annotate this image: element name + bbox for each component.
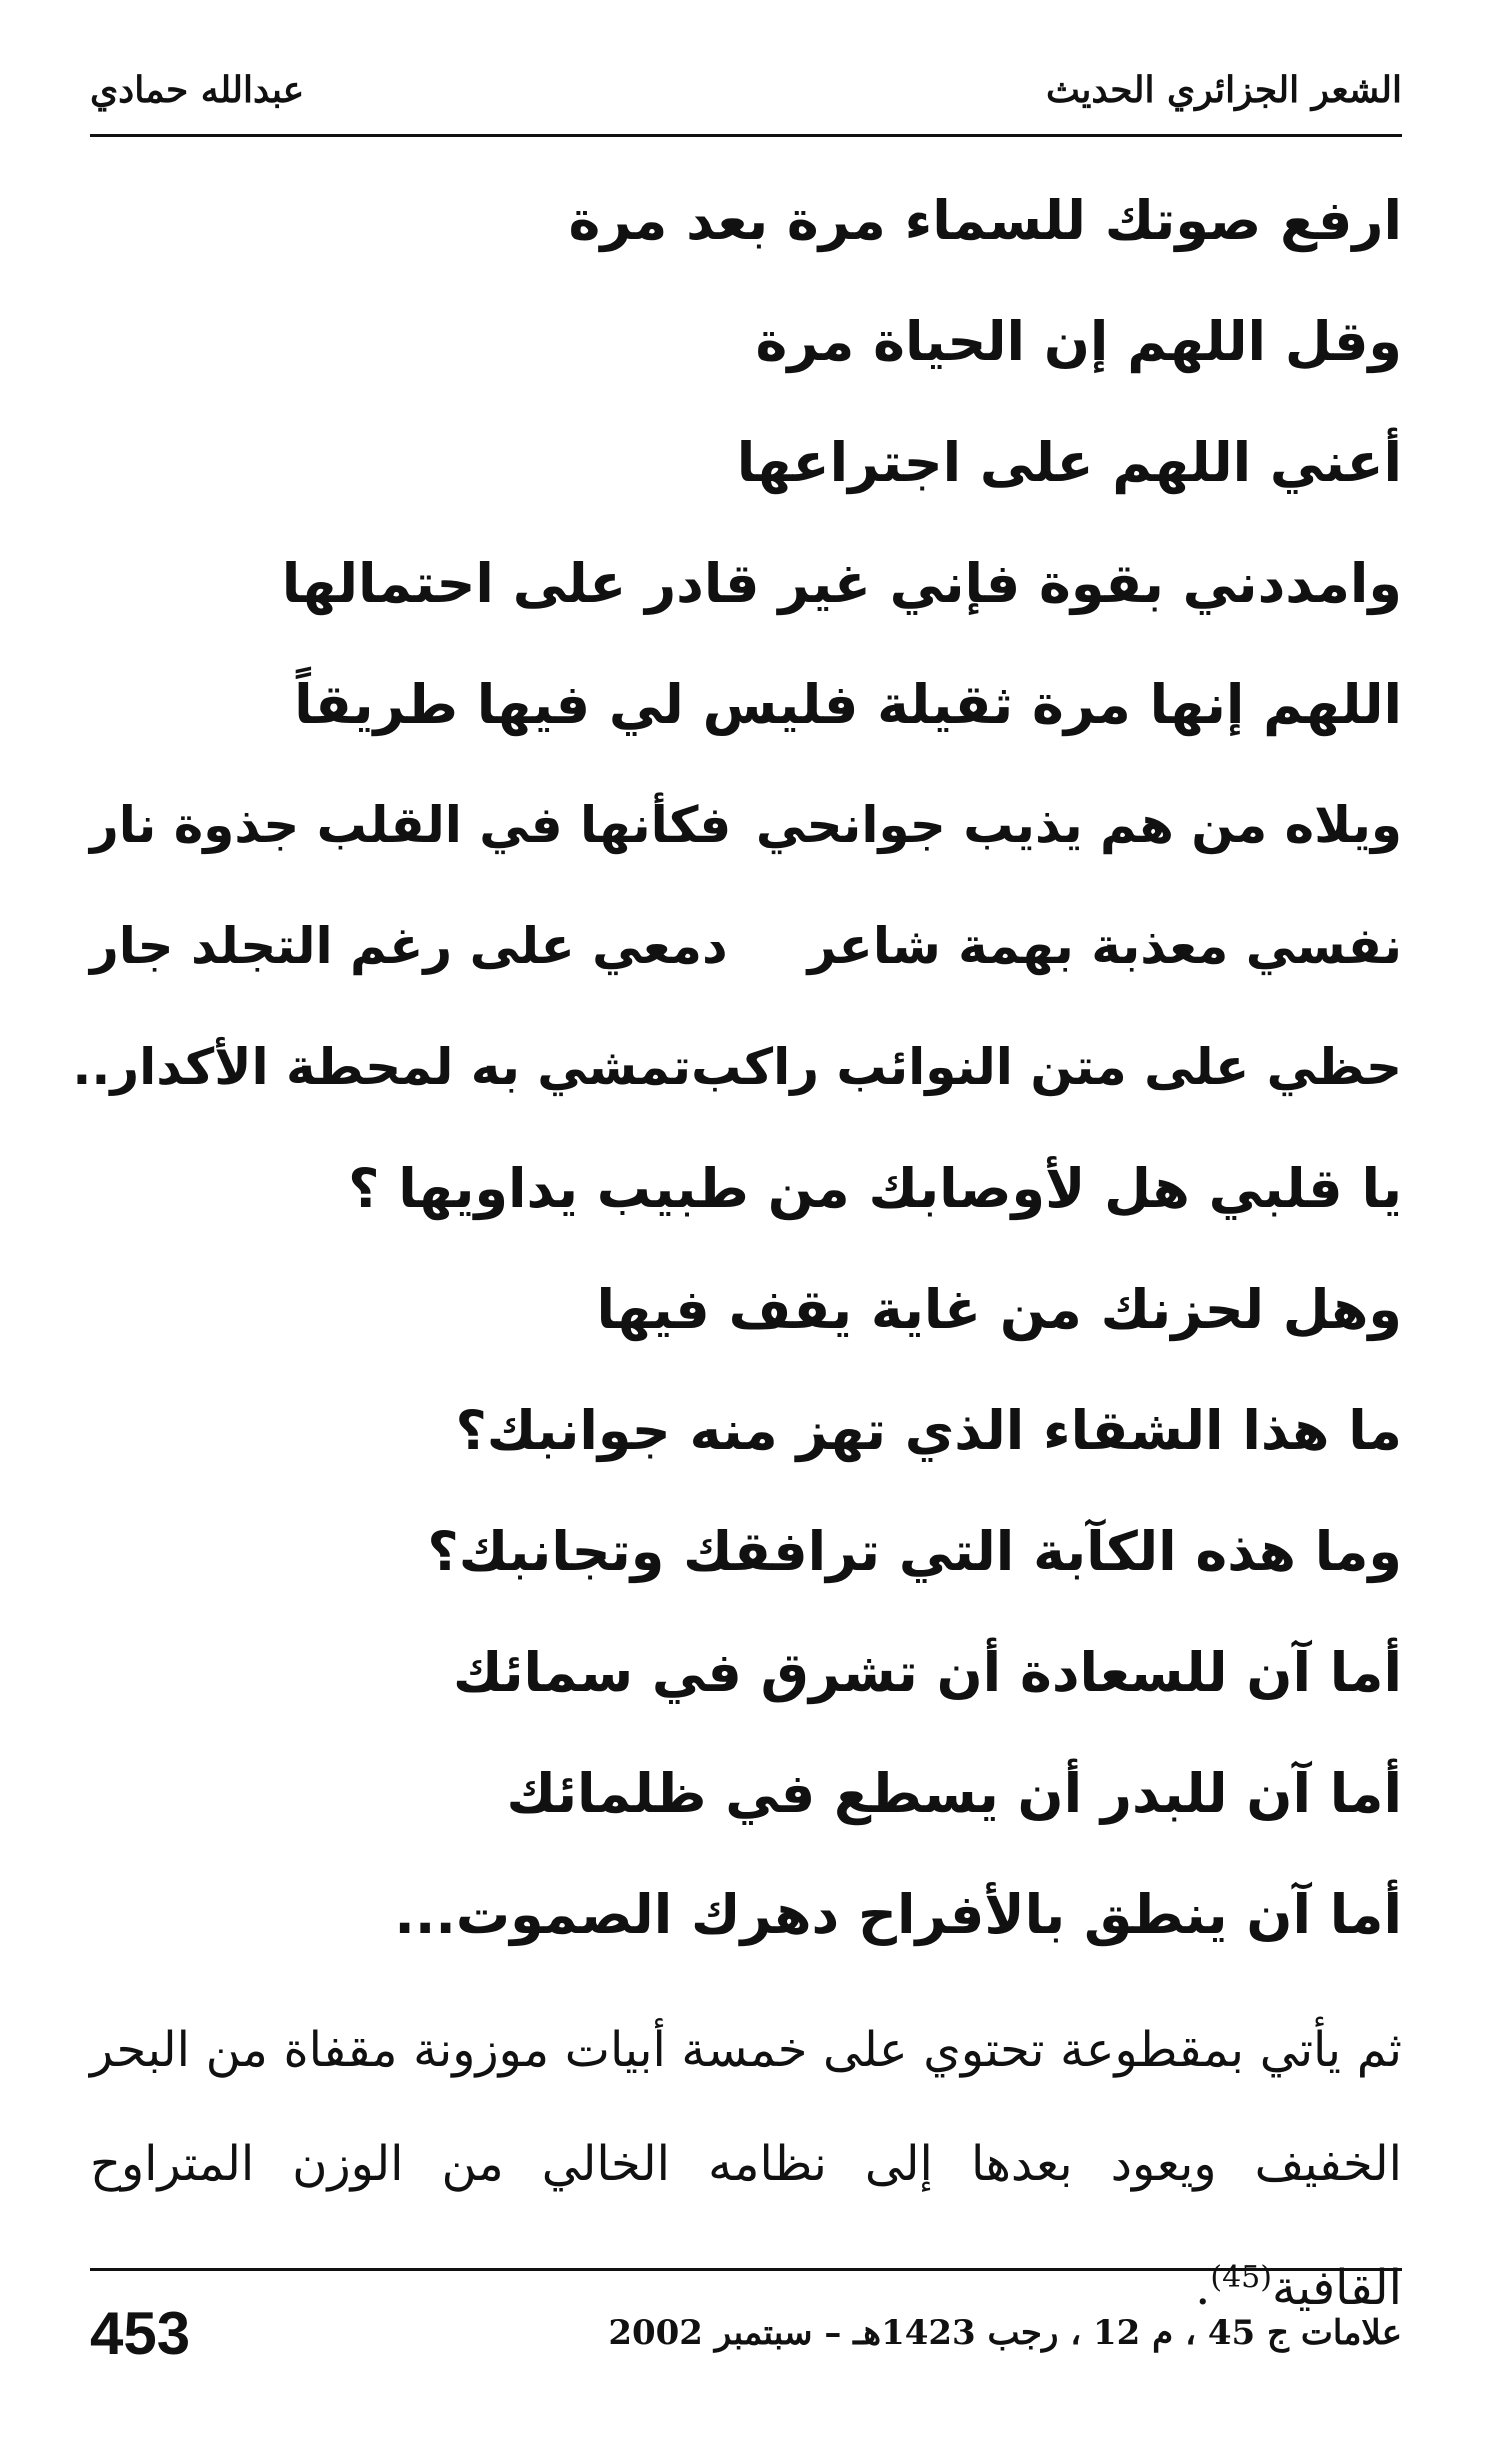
- header-rule: [90, 134, 1402, 137]
- author-name: عبدالله حمادي: [90, 69, 305, 111]
- poem-line: وامددني بقوة فإني غير قادر على احتمالها: [281, 552, 1402, 615]
- verse-second-hemistich: دمعي على رغم التجلد جار: [90, 917, 728, 975]
- verse-second-hemistich: فكأنها في القلب جذوة نار: [90, 796, 732, 854]
- verse-couplet: [72, 1007, 1402, 1128]
- poem-line: أما آن للسعادة أن تشرق في سمائك: [452, 1641, 1402, 1704]
- poem-line: ارفع صوتك للسماء مرة بعد مرة: [568, 189, 1402, 252]
- poem-line: يا قلبي هل لأوصابك من طبيب يداويها ؟: [348, 1157, 1402, 1220]
- poem-line: ما هذا الشقاء الذي تهز منه جوانبك؟: [455, 1399, 1402, 1462]
- poem-line: وقل اللهم إن الحياة مرة: [755, 310, 1402, 373]
- verse-first-hemistich: ويلاه من هم يذيب جوانحي: [755, 796, 1402, 854]
- poem-line: أما آن ينطق بالأفراح دهرك الصموت...: [394, 1883, 1402, 1946]
- poem-line: وما هذه الكآبة التي ترافقك وتجانبك؟: [427, 1520, 1402, 1583]
- footnote-reference[interactable]: (45): [1210, 2260, 1272, 2295]
- page-body: [72, 160, 1403, 2393]
- prose-text: ثم يأتي بمقطوعة تحتوي على خمسة أبيات موزونة مقفاة من البحر الخفيف ويعود بعدها إلى نظامه الخالي من الوزن المتراوح القافية: [90, 2022, 1403, 2316]
- prose-end: .: [1195, 2260, 1211, 2316]
- verse-couplet: [90, 886, 1402, 1007]
- running-header: [90, 60, 1402, 120]
- verse-first-hemistich: نفسي معذبة بهمة شاعر: [807, 917, 1402, 975]
- page-number: 453: [90, 2299, 191, 2367]
- poem-line: أعني اللهم على اجتراعها: [736, 431, 1402, 494]
- verse-first-hemistich: حظي على متن النوائب راكب: [691, 1038, 1402, 1096]
- book-title: الشعر الجزائري الحديث: [1046, 69, 1402, 111]
- poem-line: وهل لحزنك من غاية يقف فيها: [596, 1278, 1402, 1341]
- poem-line: أما آن للبدر أن يسطع في ظلمائك: [506, 1762, 1402, 1825]
- journal-info: علامات ج 45 ، م 12 ، رجب 1423هـ – سبتمبر 2002: [608, 2313, 1402, 2353]
- verse-second-hemistich: تمشي به لمحطة الأكدار..: [72, 1038, 692, 1096]
- poem-line: اللهم إنها مرة ثقيلة فليس لي فيها طريقاً: [294, 673, 1402, 736]
- document-page: [72, 50, 1403, 2410]
- verse-couplet: [90, 765, 1402, 886]
- page-footer: [90, 2288, 1402, 2378]
- footer-rule: [90, 2268, 1402, 2271]
